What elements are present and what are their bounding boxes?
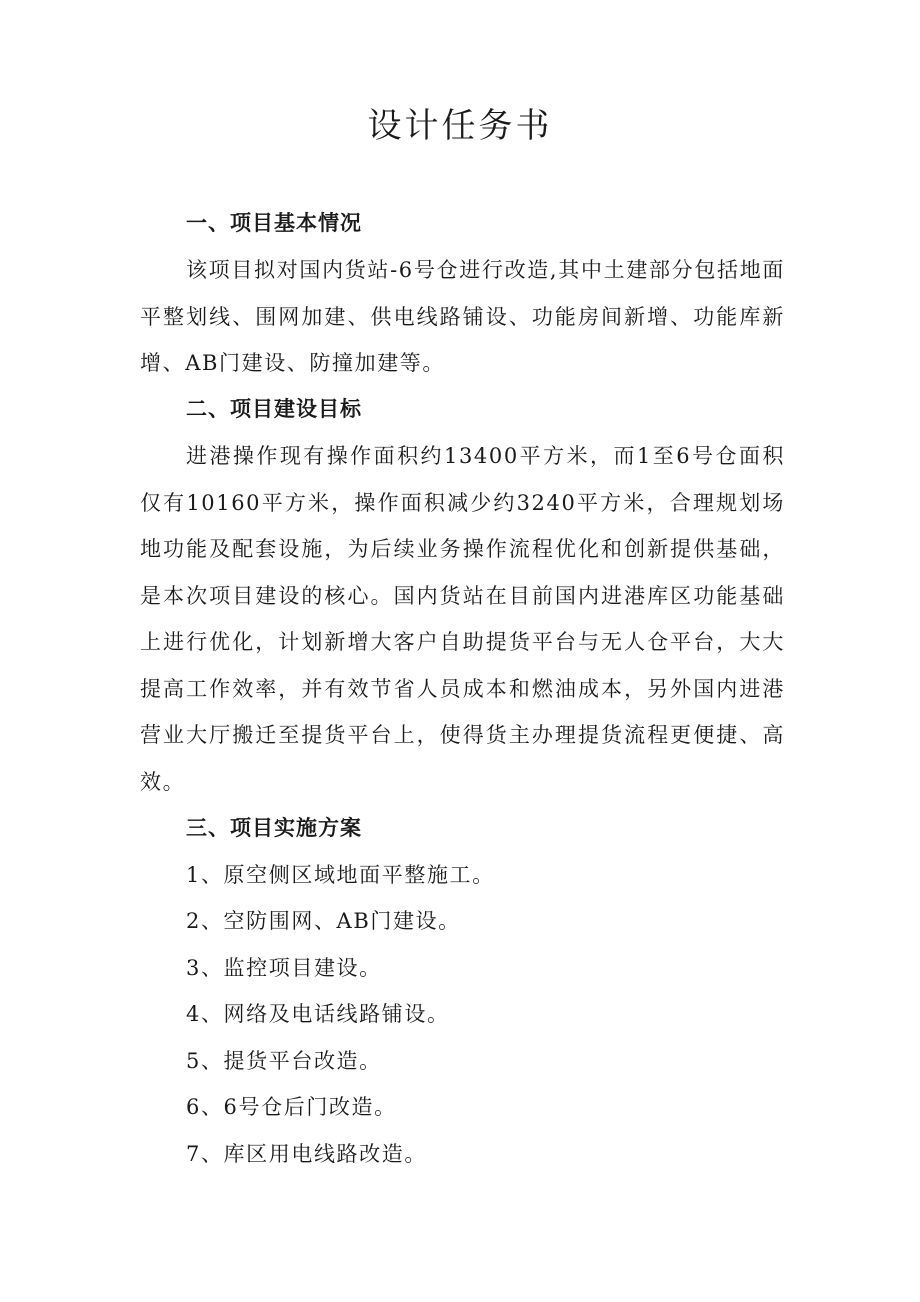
plan-list-item: 7、库区用电线路改造。: [186, 1142, 427, 1166]
document-title: 设计任务书: [367, 106, 553, 146]
section-heading-basic-info: 一、项目基本情况: [186, 211, 362, 235]
plan-list-item: 2、空防围网、AB门建设。: [186, 909, 461, 933]
section-paragraph-basic-info: 该项目拟对国内货站-6号仓进行改造,其中土建部分包括地面平整划线、围网加建、供电线路铺设、功能房间新增、功能库新增、AB门建设、防撞加建等。: [140, 258, 785, 375]
plan-list-item: 3、监控项目建设。: [186, 956, 382, 980]
section-heading-goals: 二、项目建设目标: [186, 397, 362, 421]
section-paragraph-goals: 进港操作现有操作面积约13400平方米，而1至6号仓面积仅有10160平方米，操作面积减少约3240平方米，合理规划场地功能及配套设施，为后续业务操作流程优化和创新提供基础，是本次项目建设的核心。国内货站在目前国内进港库区功能基础上进行优化，计划新增大客户自助提货平台与无人仓平台，大大提高工作效率，并有效节省人员成本和燃油成本，另外国内进港营业大厅搬迁至提货平台上，使得货主办理提货流程更便捷、高效。: [140, 444, 785, 794]
plan-list-item: 4、网络及电话线路铺设。: [186, 1002, 450, 1026]
plan-list-item: 1、原空侧区域地面平整施工。: [186, 863, 495, 887]
plan-list-item: 6、6号仓后门改造。: [186, 1095, 397, 1119]
plan-list-item: 5、提货平台改造。: [186, 1049, 382, 1073]
section-heading-plan: 三、项目实施方案: [186, 816, 362, 840]
